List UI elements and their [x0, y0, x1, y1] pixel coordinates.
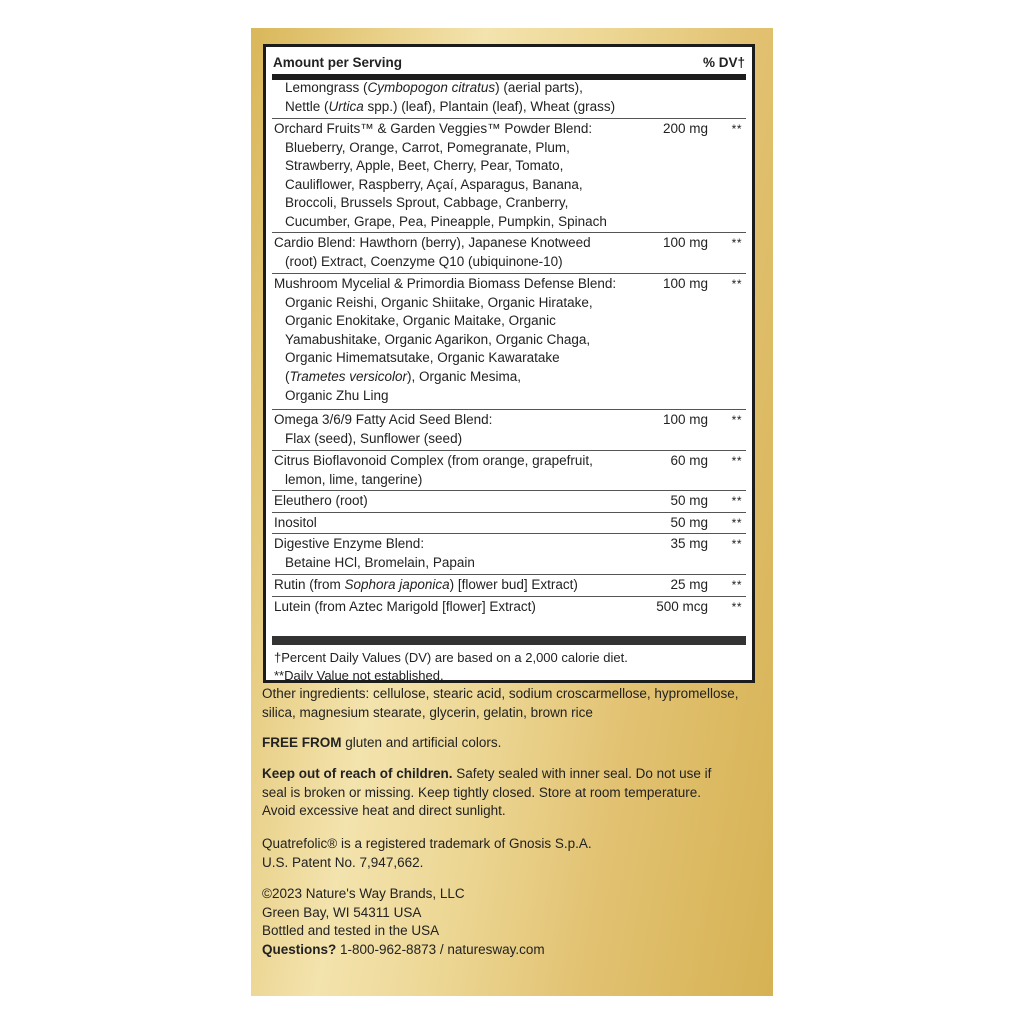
ingredient-line: Blueberry, Orange, Carrot, Pomegranate, Plum, [285, 139, 570, 155]
ingredient-line: Yamabushitake, Organic Agarikon, Organic Chaga, [285, 331, 591, 347]
patent-line: U.S. Patent No. 7,947,662. [262, 854, 424, 870]
ingredient-line: Organic Himematsutake, Organic Kawaratake [285, 350, 560, 366]
ingredient-dv: ** [731, 277, 742, 291]
footnote-not-established: **Daily Value not established. [274, 667, 444, 683]
ingredient-line: Cauliflower, Raspberry, Açaí, Asparagus, Banana, [285, 176, 583, 192]
ingredient-amount: 50 mg [670, 493, 708, 508]
other-ingredients-line: silica, magnesium stearate, glycerin, gelatin, brown rice [262, 704, 593, 720]
ingredient-name [274, 275, 652, 405]
ingredient-amount: 500 mcg [656, 599, 708, 614]
table-row [272, 596, 746, 636]
ingredient-name [274, 514, 652, 533]
questions-label: Questions? [262, 941, 337, 957]
bottled-line: Bottled and tested in the USA [262, 923, 440, 939]
ingredient-line: Organic Enokitake, Organic Maitake, Organic [285, 313, 556, 329]
ingredient-line: Cardio Blend: Hawthorn (berry), Japanese Knotweed [274, 235, 591, 250]
ingredient-name [274, 120, 652, 232]
header-amount-per-serving: Amount per Serving [273, 55, 403, 70]
warning-statement [262, 765, 767, 821]
ingredient-amount: 60 mg [670, 453, 708, 468]
ingredient-amount: 50 mg [670, 515, 708, 530]
ingredient-line: Digestive Enzyme Blend: [274, 536, 425, 551]
ingredient-name [274, 492, 652, 511]
ingredient-name [274, 576, 652, 595]
ingredient-dv: ** [731, 578, 742, 592]
ingredient-line: Nettle (Urtica spp.) (leaf), Plantain (leaf), Wheat (grass) [285, 98, 616, 114]
table-row [272, 512, 746, 532]
ingredient-dv: ** [731, 537, 742, 551]
table-row [272, 409, 746, 449]
free-from-text: gluten and artificial colors. [341, 735, 502, 750]
table-row [272, 78, 746, 117]
label-panel [251, 28, 773, 996]
ingredient-line: Mushroom Mycelial & Primordia Biomass Defense Blend: [274, 276, 617, 291]
ingredient-amount: 200 mg [662, 121, 708, 136]
ingredient-line: Betaine HCl, Bromelain, Papain [285, 554, 475, 570]
ingredient-name [274, 234, 652, 271]
ingredient-dv: ** [731, 494, 742, 508]
ingredient-dv: ** [731, 600, 742, 614]
ingredient-line: Rutin (from Sophora japonica) [flower bud] Extract) [274, 577, 578, 592]
other-ingredients [262, 685, 767, 722]
ingredient-line: (root) Extract, Coenzyme Q10 (ubiquinone-10) [285, 253, 563, 269]
address-line: Green Bay, WI 54311 USA [262, 904, 422, 920]
ingredient-line: Eleuthero (root) [274, 493, 368, 508]
free-from-label: FREE FROM [262, 735, 342, 750]
facts-footnotes [274, 649, 628, 684]
table-row [272, 490, 746, 511]
ingredient-line: Strawberry, Apple, Beet, Cherry, Pear, Tomato, [285, 158, 564, 174]
trademark-statement [262, 835, 767, 872]
ingredient-line: Inositol [274, 515, 317, 530]
ingredient-dv: ** [731, 516, 742, 530]
ingredient-amount: 100 mg [662, 276, 708, 291]
ingredient-line: (Trametes versicolor), Organic Mesima, [285, 368, 522, 384]
ingredient-dv: ** [731, 122, 742, 136]
contact-info: 1-800-962-8873 / naturesway.com [336, 941, 545, 957]
ingredient-line: Broccoli, Brussels Sprout, Cabbage, Cranberry, [285, 195, 569, 211]
ingredient-line: Lemongrass (Cymbopogon citratus) (aerial parts), [285, 80, 583, 95]
ingredient-dv: ** [731, 413, 742, 427]
ingredient-line: lemon, lime, tangerine) [285, 471, 423, 487]
table-row [272, 533, 746, 573]
ingredient-line: Orchard Fruits™ & Garden Veggies™ Powder Blend: [274, 121, 593, 136]
ingredient-amount: 100 mg [662, 412, 708, 427]
copyright-line: ©2023 Nature's Way Brands, LLC [262, 886, 465, 901]
ingredient-amount: 100 mg [662, 235, 708, 250]
ingredient-amount: 35 mg [670, 536, 708, 551]
trademark-line: Quatrefolic® is a registered trademark of Gnosis S.p.A. [262, 836, 592, 851]
table-row [272, 273, 746, 408]
ingredient-line: Lutein (from Aztec Marigold [flower] Extract) [274, 599, 536, 614]
supplement-facts-table [263, 44, 755, 683]
footnote-dv: †Percent Daily Values (DV) are based on a 2,000 calorie diet. [274, 650, 628, 665]
warning-label: Keep out of reach of children. [262, 766, 453, 781]
ingredient-dv: ** [731, 454, 742, 468]
ingredient-line: Cucumber, Grape, Pea, Pineapple, Pumpkin, Spinach [285, 213, 607, 229]
other-ingredients-line: Other ingredients: cellulose, stearic acid, sodium croscarmellose, hypromellose, [262, 686, 739, 701]
ingredient-name [274, 411, 652, 448]
ingredient-amount: 25 mg [670, 577, 708, 592]
header-percent-dv: % DV† [702, 55, 745, 70]
ingredient-name [274, 452, 652, 489]
ingredient-name [274, 535, 652, 572]
ingredient-line: Citrus Bioflavonoid Complex (from orange, grapefruit, [274, 453, 593, 468]
table-row [272, 574, 746, 595]
warning-text: Avoid excessive heat and direct sunlight. [262, 803, 506, 819]
ingredient-line: Organic Reishi, Organic Shiitake, Organic Hiratake, [285, 294, 593, 310]
warning-text: seal is broken or missing. Keep tightly closed. Store at room temperature. [262, 784, 701, 800]
ingredient-dv: ** [731, 236, 742, 250]
facts-header [272, 53, 746, 80]
facts-bottom-bar [272, 636, 746, 645]
table-row [272, 118, 746, 231]
table-row [272, 450, 746, 489]
ingredient-name [274, 598, 652, 617]
table-row [272, 232, 746, 272]
company-info [262, 885, 767, 959]
ingredient-line: Organic Zhu Ling [285, 387, 389, 403]
warning-text: Safety sealed with inner seal. Do not use if [452, 766, 712, 781]
ingredient-line: Omega 3/6/9 Fatty Acid Seed Blend: [274, 412, 493, 427]
free-from-statement [262, 734, 767, 753]
ingredient-name [274, 79, 652, 116]
ingredient-line: Flax (seed), Sunflower (seed) [285, 430, 463, 446]
